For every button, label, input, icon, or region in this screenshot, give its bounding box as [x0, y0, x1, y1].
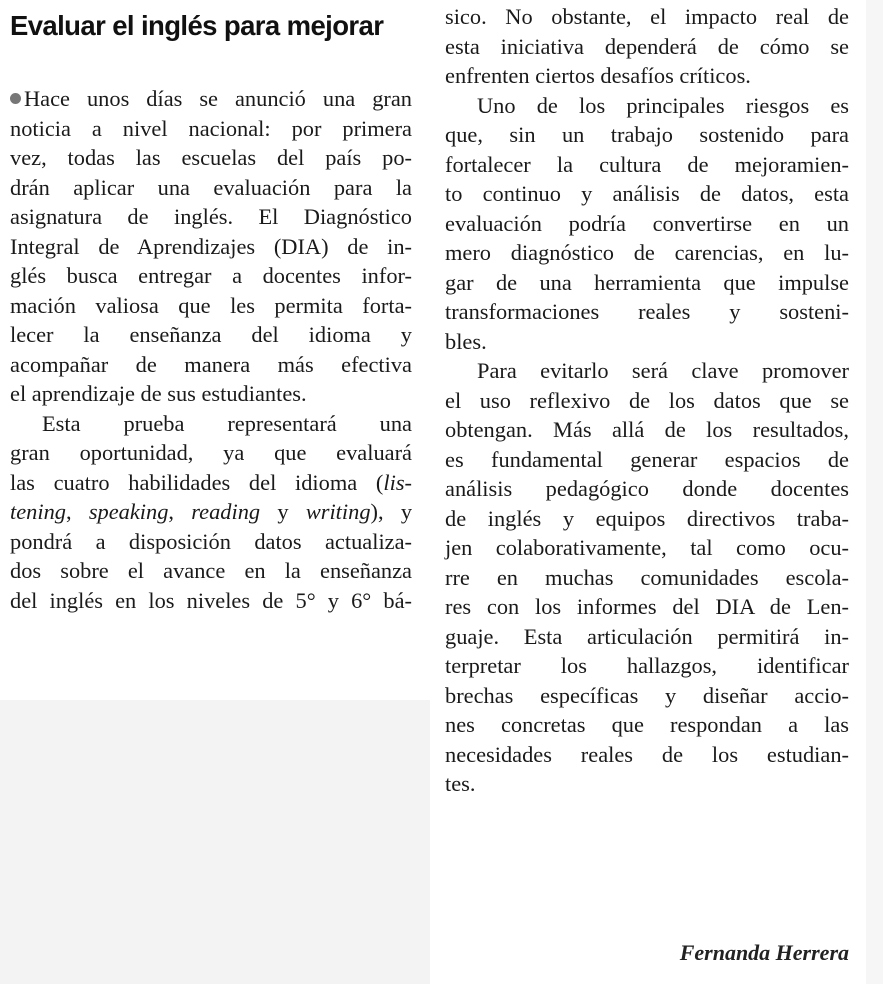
bullet-icon	[10, 93, 21, 104]
paragraph-5-line-13: nes concretas que respondan a las	[445, 712, 849, 737]
paragraph-5-line-11: terpretar los hallazgos, identificar	[445, 653, 849, 678]
article-title: Evaluar el inglés para mejorar	[10, 10, 384, 41]
paragraph-5-line-2: el uso reflexivo de los datos que se	[445, 387, 849, 413]
paragraph-1-line-9: lecer la enseñanza del idioma y	[10, 322, 412, 347]
adjacent-column-edge	[866, 0, 883, 984]
paragraph-1-line-3: vez, todas las escuelas del país po-	[10, 145, 412, 170]
paragraph-4-line-6: mero diagnóstico de carencias, en lu-	[445, 240, 849, 265]
paragraph-5-line-7: jen colaborativamente, tal como ocu-	[445, 535, 849, 560]
paragraph-1-line-2: noticia a nivel nacional: por primera	[10, 115, 412, 141]
page-background-shade	[0, 700, 430, 984]
paragraph-1-line-10: acompañar de manera más efectiva	[10, 351, 412, 377]
paragraph-5-line-1: Para evitarlo será clave promover	[477, 358, 849, 383]
article-right-column	[445, 0, 855, 984]
paragraph-5-line-14: necesidades reales de los estudian-	[445, 741, 849, 767]
paragraph-5-line-10: guaje. Esta articulación permitirá in-	[445, 623, 849, 649]
paragraph-4-line-9: bles.	[445, 328, 487, 354]
paragraph-5-line-12: brechas específicas y diseñar accio-	[445, 682, 849, 708]
paragraph-4-line-1: Uno de los principales riesgos es	[477, 92, 849, 118]
paragraph-2-line-4: tening, speaking, reading y writing), y	[10, 499, 413, 524]
paragraph-3-line-3: enfrenten ciertos desafíos críticos.	[445, 63, 751, 88]
paragraph-1-line-7: glés busca entregar a docentes infor-	[10, 263, 412, 288]
paragraph-4-line-7: gar de una herramienta que impulse	[445, 269, 849, 295]
paragraph-1	[10, 84, 412, 114]
paragraph-5-line-15: tes.	[445, 771, 476, 796]
paragraph-2-line-3: las cuatro habilidades del idioma (lis-	[10, 469, 412, 495]
paragraph-5-line-4: es fundamental generar espacios de	[445, 446, 849, 472]
author-byline: Fernanda Herrera	[679, 940, 849, 965]
paragraph-5-line-8: rre en muchas comunidades escola-	[445, 564, 849, 590]
paragraph-4-line-2: que, sin un trabajo sostenido para	[445, 122, 849, 147]
paragraph-1-line-8: mación valiosa que les permita forta-	[10, 292, 412, 318]
paragraph-5-line-6: de inglés y equipos directivos traba-	[445, 505, 849, 531]
article-body-right	[445, 2, 849, 799]
paragraph-2-line-2: gran oportunidad, ya que evaluará	[10, 440, 412, 465]
paragraph-2-line-1: Esta prueba representará una	[42, 410, 412, 436]
paragraph-3-line-2: esta iniciativa dependerá de cómo se	[445, 33, 849, 59]
paragraph-5-line-3: obtengan. Más allá de los resultados,	[445, 417, 849, 442]
paragraph-5-line-9: res con los informes del DIA de Len-	[445, 594, 849, 619]
paragraph-3-line-1: sico. No obstante, el impacto real de	[445, 4, 849, 29]
paragraph-1-line-11: el aprendizaje de sus estudiantes.	[10, 381, 307, 406]
article-left-column	[10, 0, 412, 700]
paragraph-1-line-6: Integral de Aprendizajes (DIA) de in-	[10, 233, 412, 259]
paragraph-2-line-5: pondrá a disposición datos actualiza-	[10, 528, 412, 554]
paragraph-4-line-3: fortalecer la cultura de mejoramien-	[445, 151, 849, 177]
paragraph-4-line-4: to continuo y análisis de datos, esta	[445, 181, 849, 206]
paragraph-4-line-8: transformaciones reales y sosteni-	[445, 299, 849, 324]
paragraph-1-line-1: Hace unos días se anunció una gran	[10, 84, 412, 114]
paragraph-2-line-7: del inglés en los niveles de 5° y 6° bá-	[10, 587, 412, 613]
paragraph-5-line-5: análisis pedagógico donde docentes	[445, 476, 849, 501]
paragraph-2-line-6: dos sobre el avance en la enseñanza	[10, 558, 412, 583]
paragraph-1-line-4: drán aplicar una evaluación para la	[10, 174, 412, 200]
article-body-left	[10, 84, 412, 615]
paragraph-1-line-5: asignatura de inglés. El Diagnóstico	[10, 204, 412, 229]
paragraph-4-line-5: evaluación podría convertirse en un	[445, 210, 849, 236]
